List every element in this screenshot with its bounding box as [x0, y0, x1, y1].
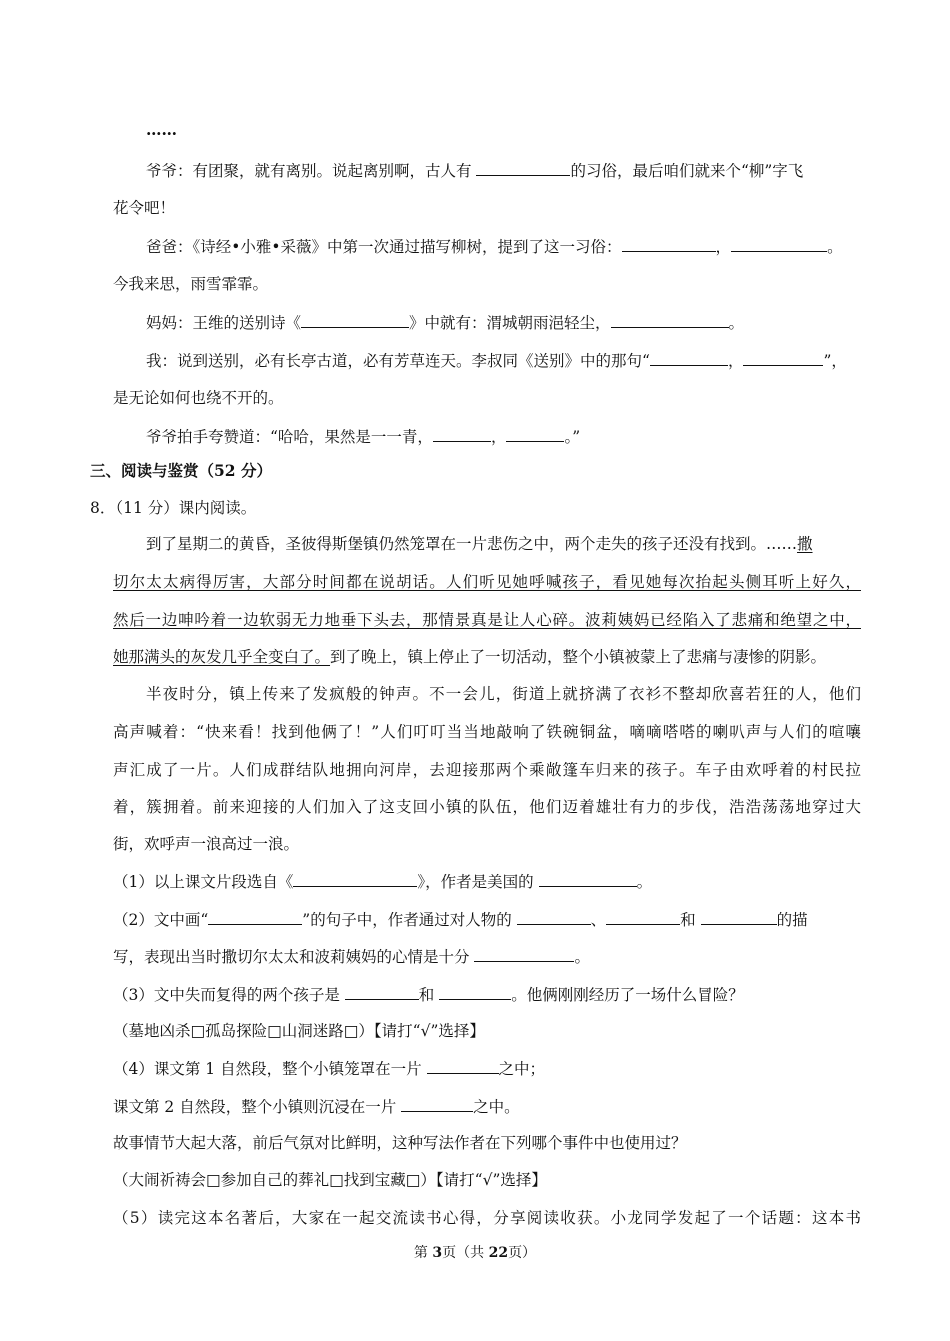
answer-blank: [433, 426, 491, 442]
dialogue-line-grandpa-praise: [146, 426, 861, 447]
passage-p2-line4: 着，簇拥着。前来迎接的人们加入了这支回小镇的队伍，他们迈着雄壮有力的步伐，浩浩荡荡地穿过大: [113, 798, 861, 816]
answer-blank: [743, 350, 823, 366]
sub-question-2: [113, 909, 861, 930]
text: 之中；: [498, 1060, 546, 1078]
text: 第: [413, 1245, 433, 1261]
answer-blank: [517, 909, 591, 925]
answer-blank: [731, 236, 827, 252]
text: 课文第 2 自然段，整个小镇则沉浸在一片: [113, 1098, 402, 1116]
text: 爷爷拍手夸赞道：“哈哈，果然是一一青，: [146, 428, 433, 446]
dialogue-line: 花令吧！: [113, 199, 176, 217]
passage-p1-line4: [113, 647, 861, 667]
text: 的描: [776, 911, 808, 929]
text: 。: [636, 873, 653, 891]
text: ，: [715, 238, 732, 256]
text: 之中。: [473, 1098, 520, 1116]
passage-p2-line2: 高声喊着：“快来看！找到他俩了！”人们叮叮当当地敲响了铁碗铜盆，嘀嘀嗒嗒的喇叭声与人们的喧嚷: [113, 723, 861, 741]
text: ，: [727, 352, 744, 370]
text: 和: [680, 911, 701, 929]
text: 妈妈：王维的送别诗《: [146, 314, 302, 332]
answer-blank: [606, 909, 680, 925]
dialogue-line-me: [146, 350, 861, 371]
answer-blank: [345, 984, 419, 1000]
section-title: 三、阅读与鉴赏（52 分）: [90, 461, 272, 480]
answer-blank: [427, 1058, 499, 1074]
text: 的习俗，最后咱们就来个“柳”字飞: [570, 162, 804, 180]
page-footer: [0, 1244, 950, 1262]
text: 到了星期二的黄昏，圣彼得斯堡镇仍然笼罩在一片悲伤之中，两个走失的孩子还没有找到。……: [146, 535, 798, 553]
answer-blank: [439, 984, 511, 1000]
answer-blank: [650, 350, 728, 366]
answer-blank: [506, 426, 564, 442]
passage-p1-line2: 切尔太太病得厉害，大部分时间都在说胡话。人们听见她呼喊孩子，看见她每次抬起头侧耳听上好久，: [113, 573, 861, 591]
text: （1）以上课文片段选自《: [113, 873, 294, 891]
text: 。”: [564, 428, 581, 446]
text: 页（共: [442, 1245, 489, 1261]
answer-blank: [301, 312, 409, 328]
text: 页）: [508, 1245, 537, 1261]
dialogue-line-dad: [146, 236, 861, 257]
sub-question-5: （5）读完这本名著后，大家在一起交流读书心得，分享阅读收获。小龙同学发起了一个话题：这本书: [113, 1209, 861, 1227]
text: 。: [574, 948, 590, 966]
dialogue-line: 今我来思，雨雪霏霏。: [113, 275, 269, 293]
ellipsis: ……: [146, 120, 177, 139]
text: 。他俩刚刚经历了一场什么冒险？: [511, 986, 744, 1004]
sub-question-4-options: （大闹祈祷会□参加自己的葬礼□找到宝藏□）【请打“√”选择】: [113, 1171, 547, 1189]
passage-p2-line1: 半夜时分，镇上传来了发疯般的钟声。不一会儿，街道上就挤满了衣衫不整却欣喜若狂的人，他们: [146, 685, 861, 703]
underlined-text: 撒: [797, 535, 813, 553]
text: 到了晚上，镇上停止了一切活动，整个小镇被蒙上了悲痛与凄惨的阴影。: [330, 648, 827, 666]
total-pages: 22: [488, 1245, 509, 1261]
text: 我：说到送别，必有长亭古道，必有芳草连天。李叔同《送别》中的那句“: [146, 352, 650, 370]
passage-p1-line3: 然后一边呻吟着一边软弱无力地垂下头去，那情景真是让人心碎。波莉姨妈已经陷入了悲痛和绝望之中，: [113, 611, 861, 629]
answer-blank: [701, 909, 777, 925]
question-8-header: 8．（11 分）课内阅读。: [90, 499, 257, 517]
sub-question-4-line3: 故事情节大起大落，前后气氛对比鲜明，这种写法作者在下列哪个事件中也使用过？: [113, 1134, 687, 1152]
underlined-text: 她那满头的灰发几乎全变白了。: [113, 648, 331, 666]
answer-blank: [622, 236, 716, 252]
answer-blank: [208, 909, 302, 925]
answer-blank: [401, 1096, 473, 1112]
text: 爷爷：有团聚，就有离别。说起离别啊，古人有: [146, 162, 477, 180]
text: 和: [418, 986, 440, 1004]
sub-question-3: [113, 984, 861, 1005]
answer-blank: [539, 871, 637, 887]
text: 、: [590, 911, 607, 929]
answer-blank: [611, 312, 729, 328]
text: （4）课文第 1 自然段，整个小镇笼罩在一片: [113, 1060, 427, 1078]
page-number: 3: [432, 1245, 443, 1261]
dialogue-line: 是无论如何也绕不开的。: [113, 389, 284, 407]
text: 写，表现出当时撒切尔太太和波莉姨妈的心情是十分: [113, 948, 475, 966]
answer-blank: [476, 160, 570, 176]
text: 》中就有：渭城朝雨浥轻尘，: [409, 314, 611, 332]
text: 。: [728, 314, 745, 332]
answer-blank: [293, 871, 417, 887]
text: 》，作者是美国的: [417, 873, 539, 891]
sub-question-3-options: （墓地凶杀□孤岛探险□山洞迷路□）【请打“√”选择】: [113, 1022, 485, 1040]
passage-p1-line1: [146, 534, 861, 554]
sub-question-4-line2: [113, 1096, 861, 1117]
dialogue-line-mom: [146, 312, 861, 333]
sub-question-2-line2: [113, 946, 861, 967]
text: （2）文中画“: [113, 911, 209, 929]
passage-p2-line5: 街，欢呼声一浪高过一浪。: [113, 835, 300, 853]
text: ，: [490, 428, 507, 446]
passage-p2-line3: 声汇成了一片。人们成群结队地拥向河岸，去迎接那两个乘敞篷车归来的孩子。车子由欢呼着的村民拉: [113, 761, 861, 779]
sub-question-4: [113, 1058, 861, 1079]
text: 。: [827, 238, 843, 256]
dialogue-line-grandpa: [146, 160, 861, 181]
text: （3）文中失而复得的两个孩子是: [113, 986, 345, 1004]
text: ”的句子中，作者通过对人物的: [302, 911, 517, 929]
answer-blank: [474, 946, 574, 962]
text: ”，: [823, 352, 847, 370]
sub-question-1: [113, 871, 861, 892]
text: 爸爸：《诗经•小雅•采薇》中第一次通过描写柳树，提到了这一习俗：: [146, 238, 622, 256]
